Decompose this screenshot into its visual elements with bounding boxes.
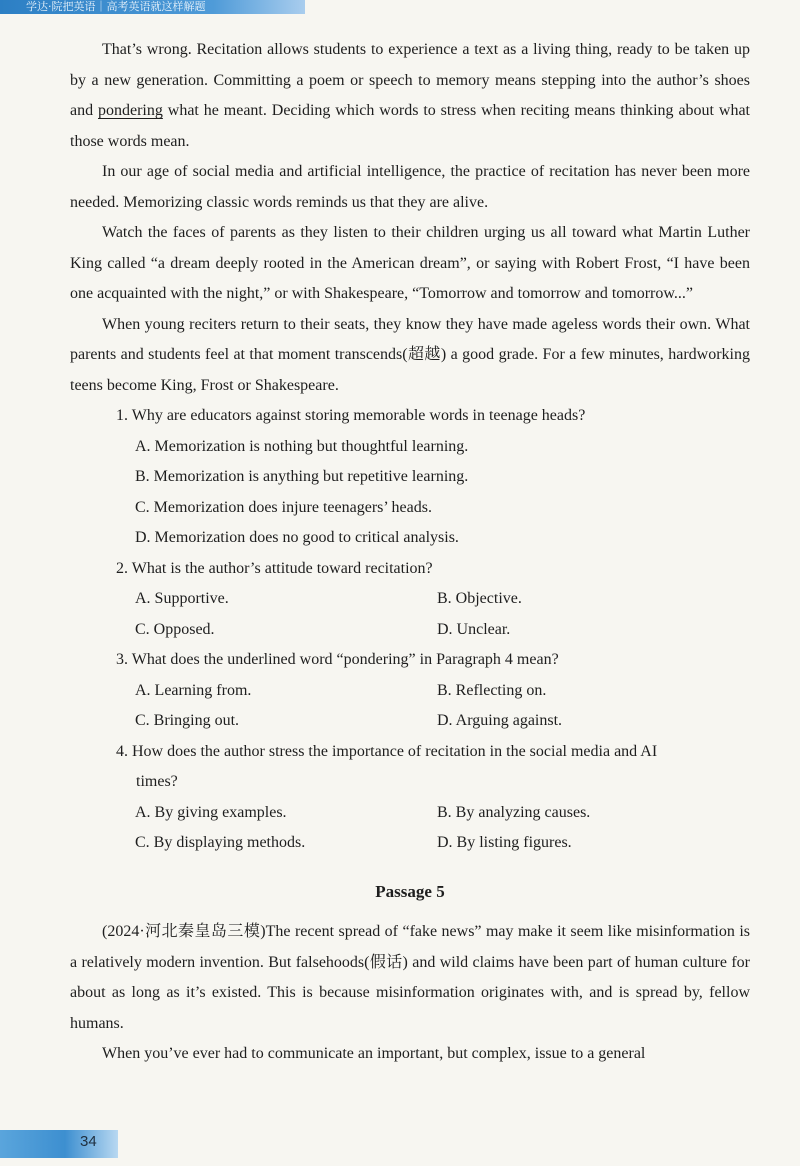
question-4-option-c: C. By displaying methods.: [135, 834, 306, 851]
header-band: [0, 0, 305, 14]
passage-5-paragraph-1: (2024·河北秦皇岛三模)The recent spread of “fake news” may make it seem like misinformation is a relatively modern invention. But falsehoods(假话) and wild claims have been part of human culture for about as long as it’s existed. This is because misinformation originates with, and is spread by, fellow humans.: [70, 923, 750, 1032]
question-2: 2. What is the author’s attitude toward recitation?: [116, 559, 433, 577]
question-2-option-d: D. Unclear.: [437, 620, 511, 638]
question-2-options-row-2: [70, 615, 750, 646]
question-4-option-d: D. By listing figures.: [437, 834, 572, 851]
paragraph-1: [70, 35, 750, 157]
question-2-option-a: A. Supportive.: [135, 590, 229, 607]
question-4-continuation: times?: [136, 773, 178, 790]
passage-title: Passage 5: [375, 881, 445, 901]
paragraph-1-text-a: That’s wrong. Recitation allows students to experience a text as a living thing, ready to be taken up by a new generation. Committing a poem or speech to memory means stepping into the author’s shoes and: [70, 41, 750, 119]
question-2-options-row-1: [70, 584, 750, 615]
question-3: 3. What does the underlined word “pondering” in Paragraph 4 mean?: [116, 651, 559, 668]
question-1-option-c: C. Memorization does injure teenagers’ heads.: [135, 498, 432, 516]
question-1-option-d: D. Memorization does no good to critical analysis.: [135, 529, 459, 546]
header-text: 学达·院把英语｜高考英语就这样解题: [26, 0, 206, 13]
question-4-options-row-2: [70, 828, 750, 859]
question-2-option-b: B. Objective.: [437, 590, 522, 607]
question-2-option-c: C. Opposed.: [135, 620, 215, 638]
question-3-option-c: C. Bringing out.: [135, 712, 240, 729]
question-1: 1. Why are educators against storing memorable words in teenage heads?: [116, 407, 586, 424]
question-4-option-a: A. By giving examples.: [135, 803, 287, 821]
paragraph-2: In our age of social media and artificial intelligence, the practice of recitation has never been more needed. Memorizing classic words reminds us that they are alive.: [70, 163, 750, 211]
underlined-word-pondering: pondering: [98, 102, 163, 119]
question-3-options-row-2: [70, 706, 750, 737]
question-4: 4. How does the author stress the importance of recitation in the social media and AI: [116, 742, 658, 760]
question-1-option-a: A. Memorization is nothing but thoughtful learning.: [135, 437, 469, 455]
passage-5-paragraph-2: When you’ve ever had to communicate an important, but complex, issue to a general: [102, 1045, 646, 1062]
question-3-option-a: A. Learning from.: [135, 681, 252, 699]
question-3-option-b: B. Reflecting on.: [437, 681, 547, 699]
footer-band: [0, 1130, 118, 1158]
paragraph-1-text-b: what he meant. Deciding which words to stress when reciting means thinking about what those words mean.: [70, 102, 750, 150]
paragraph-4: When young reciters return to their seats, they know they have made ageless words their own. What parents and students feel at that moment transcends(超越) a good grade. For a few minutes, hardworking teens become King, Frost or Shakespeare.: [70, 315, 750, 394]
page-number: 34: [80, 1133, 97, 1150]
question-4-options-row-1: [70, 798, 750, 829]
document-page: [70, 35, 750, 1070]
question-3-option-d: D. Arguing against.: [437, 712, 563, 729]
question-4-option-b: B. By analyzing causes.: [437, 803, 591, 821]
question-1-option-b: B. Memorization is anything but repetitive learning.: [135, 468, 469, 485]
question-3-options-row-1: [70, 676, 750, 707]
paragraph-3: Watch the faces of parents as they listen to their children urging us all toward what Martin Luther King called “a dream deeply rooted in the American dream”, or saying with Robert Frost, “I have been one acquainted with the night,” or with Shakespeare, “Tomorrow and tomorrow and tomorrow...”: [70, 224, 750, 302]
